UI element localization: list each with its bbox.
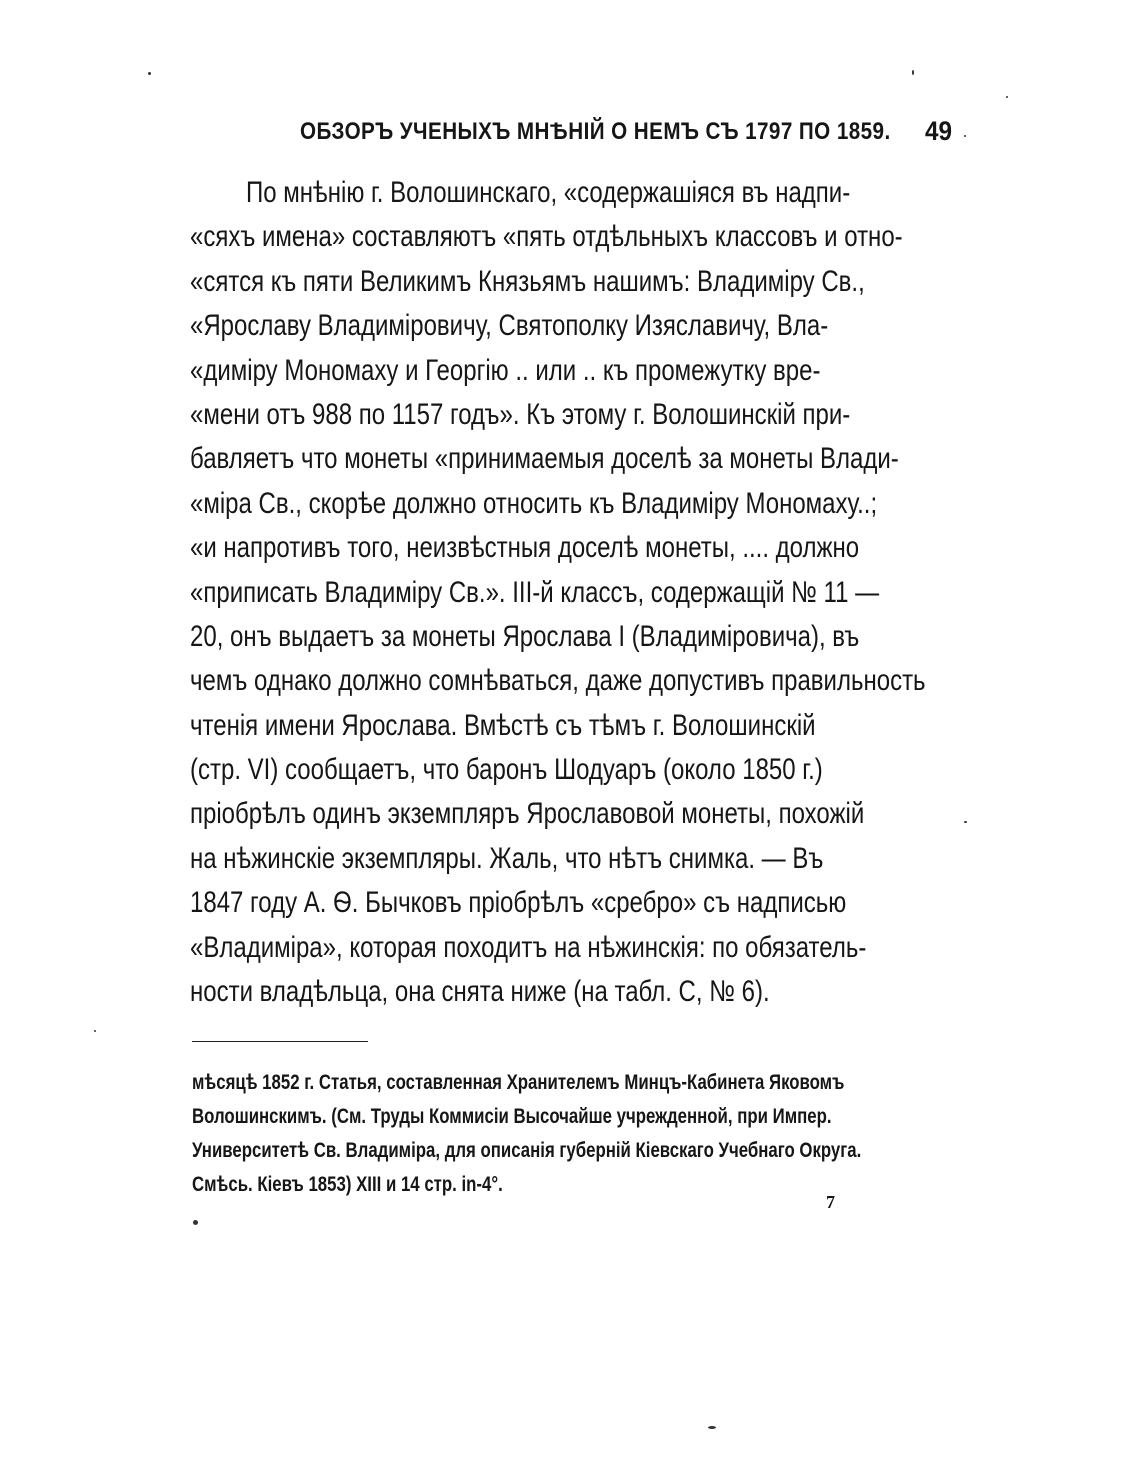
- text-line: «приписать Владиміру Св.». III-й классъ, содержащій № 11 —: [190, 575, 880, 609]
- text-line: 1847 году А. Ѳ. Бычковъ пріобрѣлъ «сребро» съ надписью: [190, 886, 847, 920]
- text-line: «диміру Мономаху и Георгію .. или .. къ промежутку вре-: [190, 353, 821, 387]
- text-line: ности владѣльца, она снята ниже (на табл. С, № 6).: [190, 975, 770, 1009]
- text-line: 20, онъ выдаетъ за монеты Ярослава I (Владиміровича), въ: [190, 619, 860, 653]
- text-line: «и напротивъ того, неизвѣстныя доселѣ монеты, .... должно: [190, 531, 860, 565]
- text-line: «Ярославу Владиміровичу, Святополку Изяславичу, Вла-: [190, 309, 829, 343]
- text-line: «сятся къ пяти Великимъ Князьямъ нашимъ: Владиміру Св.,: [190, 264, 865, 298]
- text-line: бавляетъ что монеты «принимаемыя доселѣ за монеты Влади-: [190, 442, 899, 476]
- page-number: 49: [925, 116, 953, 146]
- scan-speck: [193, 1220, 198, 1225]
- text-line: «міра Св., скорѣе должно относить къ Владиміру Мономаху..;: [190, 486, 878, 520]
- footnote: [192, 1066, 952, 1202]
- scan-speck: [708, 1426, 716, 1429]
- scan-speck: [94, 1030, 96, 1032]
- scan-speck: [964, 135, 966, 137]
- text-line: «мени отъ 988 по 1157 годъ». Къ этому г. Волошинскій при-: [190, 397, 851, 431]
- main-text: [190, 171, 950, 1014]
- footnote-rule: [192, 1041, 368, 1042]
- scan-speck: [148, 72, 151, 75]
- text-line: По мнѣнію г. Волошинскаго, «содержашіяся въ надпи-: [246, 176, 851, 209]
- printer-signature-mark: 7: [826, 1192, 835, 1212]
- scan-speck: [1006, 96, 1008, 98]
- footnote-line: Смѣсь. Кіевъ 1853) XIII и 14 стр. in-4°.: [192, 1173, 503, 1196]
- footnote-line: мѣсяцѣ 1852 г. Статья, составленная Хранителемъ Минцъ-Кабинета Яковомъ: [192, 1071, 845, 1094]
- scan-speck: [912, 70, 914, 75]
- footnote-line: Университетѣ Св. Владиміра, для описанія губерній Кіевскаго Учебнаго Округа.: [192, 1139, 862, 1162]
- text-line: чемъ однако должно сомнѣваться, даже допустивъ правильность: [190, 664, 926, 698]
- footnote-line: Волошинскимъ. (См. Труды Коммисіи Высочайше учрежденной, при Импер.: [192, 1105, 832, 1128]
- scan-speck: [964, 821, 967, 823]
- text-line: на нѣжинскіе экземпляры. Жаль, что нѣтъ снимка. — Въ: [190, 841, 824, 875]
- running-head-title: ОБЗОРЪ УЧЕНЫХЪ МНѢНІЙ О НЕМЪ СЪ 1797 ПО 1859.: [300, 118, 891, 145]
- text-line: «сяхъ имена» составляютъ «пять отдѣльныхъ классовъ и отно-: [190, 220, 903, 254]
- text-line: «Владиміра», которая походитъ на нѣжинскія: по обязатель-: [190, 930, 867, 964]
- text-line: (стр. VI) сообщаетъ, что баронъ Шодуаръ (около 1850 г.): [190, 753, 823, 787]
- text-line: пріобрѣлъ одинъ экземпляръ Ярославовой монеты, похожій: [190, 797, 865, 831]
- text-line: чтенія имени Ярослава. Вмѣстѣ съ тѣмъ г. Волошинскій: [190, 708, 816, 742]
